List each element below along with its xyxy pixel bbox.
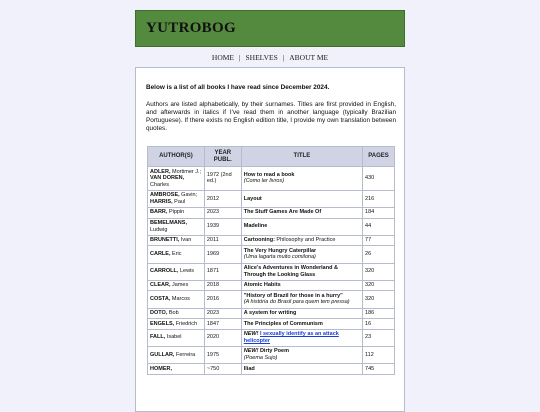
year-cell: 1939 <box>204 218 241 235</box>
author-name <box>150 237 202 244</box>
year-cell: 2011 <box>204 235 241 246</box>
book-title: Dirty Poem <box>259 348 289 355</box>
pages-cell: 216 <box>363 190 395 207</box>
book-title: Alice's Adventures in Wonderland & Through the Looking Glass <box>243 265 338 278</box>
book-alt-title: (Uma lagarta muito comilona) <box>243 254 316 261</box>
book-alt-title: (Poema Sujo) <box>243 354 278 361</box>
table-row <box>148 235 395 246</box>
author-given-name: Mortimer J.; <box>172 168 202 175</box>
author-surname: HOMER, <box>150 365 172 372</box>
title-cell <box>241 329 362 346</box>
author-cell <box>148 364 205 375</box>
site-title[interactable]: YUTROBOG <box>146 20 236 36</box>
year-cell: 1871 <box>204 263 241 280</box>
table-row <box>148 207 395 218</box>
author-given-name: Ludwig <box>150 226 168 233</box>
book-title: Madeline <box>243 223 268 230</box>
title-cell <box>241 308 362 319</box>
title-cell <box>241 263 362 280</box>
column-header-title: TITLE <box>241 147 362 167</box>
author-surname: GULLAR, <box>150 351 175 358</box>
author-cell <box>148 346 205 363</box>
book-title: How to read a book <box>243 171 295 178</box>
books-table <box>147 146 395 375</box>
nav-shelves-link[interactable]: SHELVES <box>245 53 278 62</box>
column-header-authors: AUTHOR(S) <box>148 147 205 167</box>
table-header-row <box>148 147 395 167</box>
author-surname: BEMELMANS, <box>150 220 187 227</box>
main-nav <box>135 53 405 62</box>
content-panel <box>135 67 405 412</box>
author-surname: ADLER, <box>150 168 171 175</box>
table-row <box>148 218 395 235</box>
pages-cell: 320 <box>363 280 395 291</box>
pages-cell: 26 <box>363 246 395 263</box>
book-title: Cartooning: <box>243 237 275 244</box>
author-surname: BRUNETTI, <box>150 237 180 244</box>
pages-cell: 77 <box>363 235 395 246</box>
author-surname: CARROLL, <box>150 268 179 275</box>
book-title: Layout <box>243 195 262 202</box>
nav-about-link[interactable]: ABOUT ME <box>289 53 329 62</box>
author-cell <box>148 167 205 191</box>
author-name <box>150 321 202 328</box>
author-name <box>150 366 202 373</box>
author-surname: COSTA, <box>150 296 171 303</box>
title-cell <box>241 167 362 191</box>
pages-cell: 320 <box>363 263 395 280</box>
author-given-name: Paul <box>174 198 186 205</box>
year-cell: 2023 <box>204 207 241 218</box>
author-cell <box>148 319 205 330</box>
book-title: Atomic Habits <box>243 282 281 289</box>
author-given-name: Ivan <box>180 237 192 244</box>
author-name <box>150 296 202 303</box>
pages-cell: 745 <box>363 364 395 375</box>
author-name <box>150 352 202 359</box>
year-cell: 2018 <box>204 280 241 291</box>
book-title: The Principles of Communism <box>243 320 323 327</box>
author-name <box>150 334 202 341</box>
year-cell: 2012 <box>204 190 241 207</box>
table-row <box>148 167 395 191</box>
book-alt-title: (A história do Brasil para quem tem pressa) <box>243 299 350 306</box>
title-cell <box>241 235 362 246</box>
books-table-body <box>148 167 395 375</box>
author-cell <box>148 246 205 263</box>
author-given-name: Ferreira <box>175 351 196 358</box>
title-cell <box>241 346 362 363</box>
author-name <box>150 175 202 188</box>
author-name <box>150 169 202 176</box>
author-name <box>150 209 202 216</box>
column-header-pages: PAGES <box>363 147 395 167</box>
year-cell: 1847 <box>204 319 241 330</box>
pages-cell: 430 <box>363 167 395 191</box>
author-cell <box>148 190 205 207</box>
author-surname: CARLE, <box>150 251 171 258</box>
author-name <box>150 268 202 275</box>
author-given-name: Gavin; <box>181 192 198 199</box>
table-row <box>148 190 395 207</box>
book-title: The Stuff Games Are Made Of <box>243 209 322 216</box>
author-given-name: Bob <box>168 310 179 316</box>
intro-text <box>146 84 396 133</box>
title-cell <box>241 291 362 308</box>
title-cell <box>241 364 362 375</box>
author-given-name: Marcos <box>171 296 190 303</box>
table-row <box>148 246 395 263</box>
author-cell <box>148 291 205 308</box>
intro-heading: Below is a list of all books I have read since December 2024. <box>146 84 330 91</box>
author-surname: VAN DOREN, <box>150 175 185 182</box>
book-title: A system for writing <box>243 310 297 316</box>
author-given-name: Isabel <box>166 334 182 341</box>
nav-separator: | <box>239 53 241 62</box>
nav-home-link[interactable]: HOME <box>211 53 234 62</box>
table-row <box>148 308 395 319</box>
title-cell <box>241 207 362 218</box>
author-given-name: Pippin <box>168 209 185 216</box>
table-row <box>148 319 395 330</box>
pages-cell: 184 <box>363 207 395 218</box>
nav-separator: | <box>282 53 285 62</box>
author-given-name: Charles <box>150 181 169 188</box>
author-cell <box>148 329 205 346</box>
author-name <box>150 251 202 258</box>
site-header <box>135 10 405 47</box>
author-surname: AMBROSE, <box>150 192 180 199</box>
author-surname: ENGELS, <box>150 320 175 327</box>
author-given-name: Lewis <box>179 268 195 275</box>
pages-cell: 112 <box>363 346 395 363</box>
book-title: "History of Brazil for those in a hurry" <box>243 292 343 299</box>
author-given-name: Friedrich <box>175 320 198 327</box>
author-surname: CLEAR, <box>150 282 171 289</box>
author-cell <box>148 235 205 246</box>
table-row <box>148 329 395 346</box>
year-cell: 1972 (2nd ed.) <box>204 167 241 191</box>
author-name <box>150 199 202 206</box>
year-cell: 2023 <box>204 308 241 319</box>
book-alt-title: (Como ler livros) <box>243 178 285 185</box>
table-row <box>148 280 395 291</box>
author-cell <box>148 280 205 291</box>
author-surname: HARRIS, <box>150 198 173 205</box>
author-surname: BARR, <box>150 209 168 216</box>
book-title: The Very Hungry Caterpillar <box>243 247 317 254</box>
author-surname: DOTO, <box>150 310 168 316</box>
author-cell <box>148 263 205 280</box>
pages-cell: 320 <box>363 291 395 308</box>
author-given-name: Eric <box>172 251 182 258</box>
pages-cell: 44 <box>363 218 395 235</box>
title-cell <box>241 218 362 235</box>
title-cell <box>241 280 362 291</box>
year-cell: 1969 <box>204 246 241 263</box>
title-cell <box>241 319 362 330</box>
pages-cell: 23 <box>363 329 395 346</box>
year-cell: ~750 <box>204 364 241 375</box>
author-cell <box>148 308 205 319</box>
author-given-name: James <box>172 282 189 289</box>
table-row <box>148 263 395 280</box>
year-cell: 1975 <box>204 346 241 363</box>
book-title: Iliad <box>243 365 255 372</box>
new-badge: NEW! <box>243 331 259 338</box>
intro-description: Authors are listed alphabetically, by their surnames. Titles are first provided in English, and afterwards in italics if I've read them in another language (typically Brazilian Portuguese). If there exists no English edition title, I provide my own translation between quotes. <box>146 101 396 132</box>
author-name <box>150 282 202 289</box>
title-cell <box>241 246 362 263</box>
book-title-link[interactable]: I sexually identify as an attack helicopter <box>243 331 339 344</box>
table-row <box>148 291 395 308</box>
author-cell <box>148 218 205 235</box>
book-subtitle: Philosophy and Practice <box>274 237 336 244</box>
table-row <box>148 346 395 363</box>
author-name <box>150 310 202 317</box>
author-name <box>150 192 202 199</box>
table-row <box>148 364 395 375</box>
new-badge: NEW! <box>243 348 259 355</box>
author-surname: FALL, <box>150 334 166 341</box>
pages-cell: 16 <box>363 319 395 330</box>
author-name <box>150 220 202 233</box>
year-cell: 2016 <box>204 291 241 308</box>
year-cell: 2020 <box>204 329 241 346</box>
author-cell <box>148 207 205 218</box>
pages-cell: 186 <box>363 308 395 319</box>
title-cell <box>241 190 362 207</box>
column-header-year: YEAR PUBL. <box>204 147 241 167</box>
